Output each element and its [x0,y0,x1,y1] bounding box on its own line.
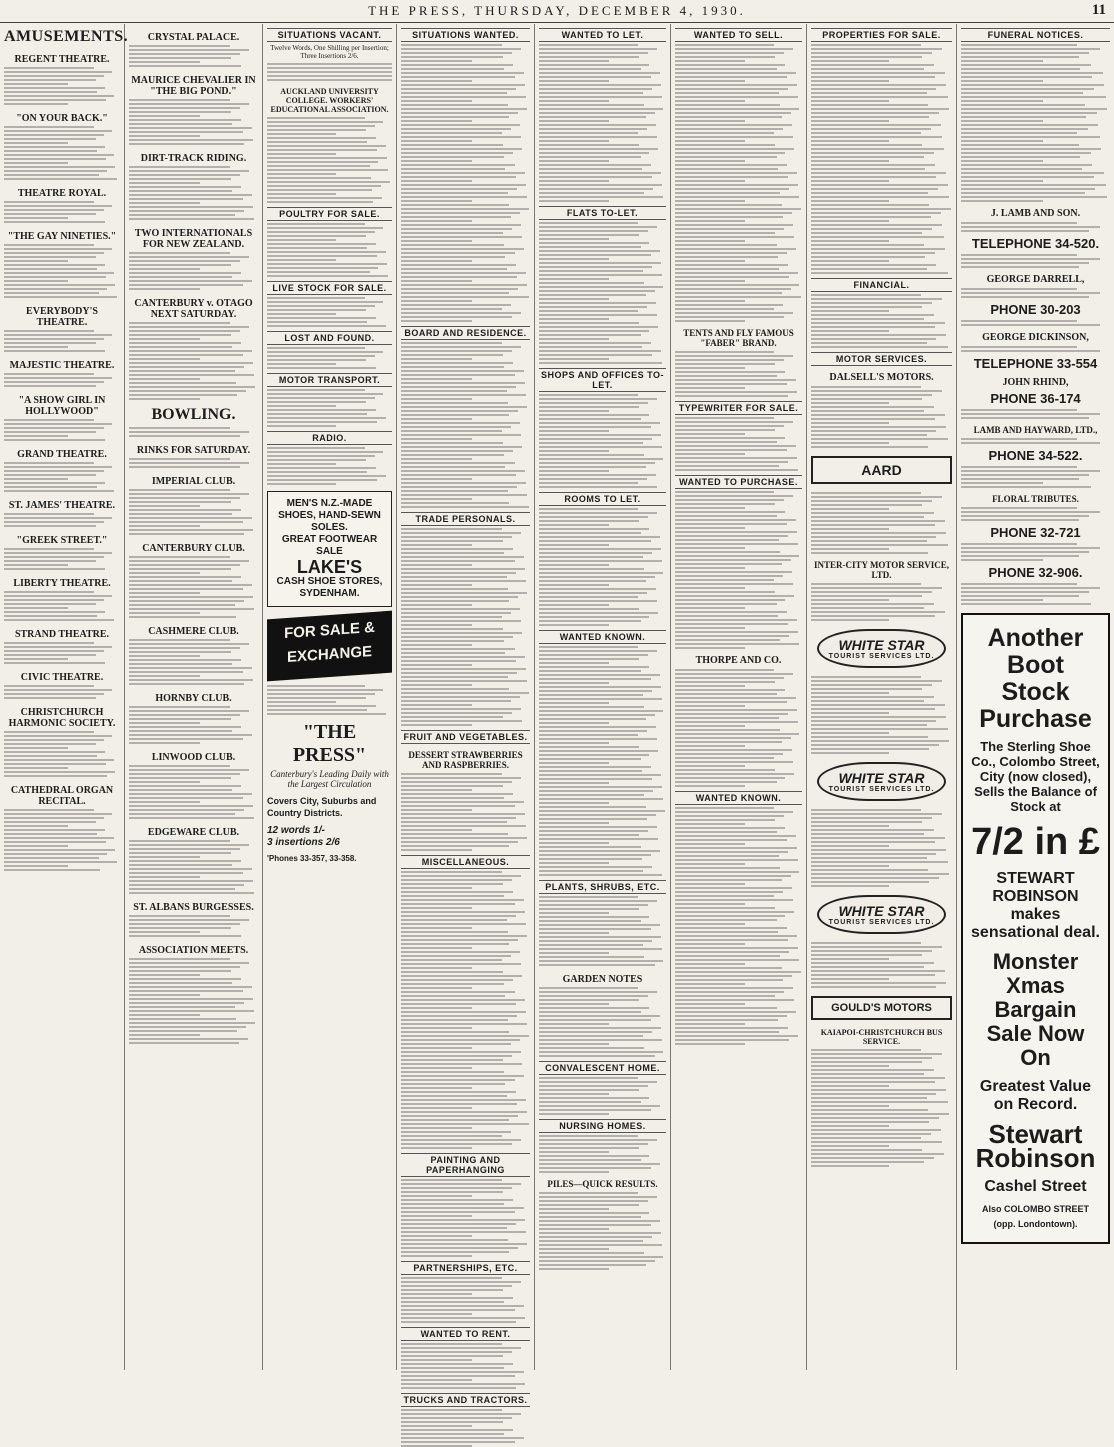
text-block [539,222,666,364]
section-header: MOTOR TRANSPORT. [267,373,392,387]
situations-vacant-header: SITUATIONS VACANT. [267,28,392,42]
boot-ad-subhead: The Sterling Shoe Co., Colombo Street, City (now closed), Sells the Balance of Stock at [971,739,1100,814]
column-to-let [535,24,671,1370]
section-header: WANTED KNOWN. [539,630,666,644]
col3-body [267,117,392,865]
text-block [267,347,392,369]
press-title: "THE PRESS" [292,721,367,766]
article-heading: CASHMERE CLUB. [148,626,239,637]
tourist-services-label: TOURIST SERVICES LTD. [828,786,935,793]
section-header: PARTNERSHIPS, ETC. [401,1261,530,1275]
white-star-logo-3 [817,895,946,934]
text-block [811,583,952,621]
section-header: FINANCIAL. [811,278,952,292]
text-block [267,117,392,203]
text-block [4,809,120,871]
text-block [961,320,1110,326]
text-block [961,507,1110,521]
text-block [129,458,258,468]
article-heading: IMPERIAL CLUB. [151,476,236,487]
text-block [811,809,952,887]
funeral-phone: PHONE 36-174 [990,391,1081,406]
press-ad [267,721,392,865]
text-block [4,244,120,298]
college-heading: AUCKLAND UNIVERSITY COLLEGE. WORKERS' EDUCATIONAL ASSOCIATION. [270,87,389,114]
text-block [267,223,392,277]
text-block [811,1049,952,1167]
white-star-label: WHITE STAR [838,770,925,786]
text-block [539,1192,666,1270]
text-block [4,419,120,441]
section-header: TYPEWRITER FOR SALE. [675,401,802,415]
text-block [401,1343,530,1389]
tourist-services-label: TOURIST SERVICES LTD. [828,653,935,660]
text-block [4,685,120,699]
text-block [267,389,392,427]
section-header: WANTED TO RENT. [401,1327,530,1341]
boot-ad-store: Stewart Robinson [975,1119,1096,1173]
boot-ad-headline: Another Boot Stock Purchase [979,624,1092,733]
article-heading: EDGEWARE CLUB. [147,827,240,838]
column-funeral-notices [957,24,1114,1370]
funeral-firm: GEORGE DICKINSON, [982,332,1089,343]
lakes-ad-line: GREAT FOOTWEAR SALE [281,534,378,557]
section-header: SHOPS AND OFFICES TO-LET. [540,370,664,390]
boot-ad-value: Greatest Value on Record. [979,1078,1092,1113]
funeral-phone: TELEPHONE 34-520. [971,236,1100,251]
column-for-sale [671,24,807,1370]
white-star-logo [817,629,946,668]
lakes-shoe-ad [267,491,392,607]
text-block [4,591,120,621]
text-block [961,346,1110,352]
col1-body [4,54,120,871]
white-star-label: WHITE STAR [838,903,925,919]
text-block [811,294,952,348]
col2-body [129,32,258,1044]
section-header: PLANTS, SHRUBS, ETC. [539,880,666,894]
theatre-heading: EVERYBODY'S THEATRE. [26,306,98,328]
section-header: WANTED TO PURCHASE. [675,475,802,489]
funeral-firm: LAMB AND HAYWARD, LTD., [973,425,1098,435]
text-block [961,466,1110,488]
goulds-motors-box: GOULD'S MOTORS [811,996,952,1020]
piles-heading: PILES—QUICK RESULTS. [547,1179,658,1189]
rates-note: Twelve Words, One Shilling per Insertion; Three Insertions 2/6. [270,44,389,60]
thorpe-heading: THORPE AND CO. [695,655,782,666]
col5-body [539,28,666,1270]
masthead-title: THE PRESS, THURSDAY, DECEMBER 4, 1930. [368,3,746,18]
text-block [961,409,1110,419]
text-block [129,489,258,535]
article-heading: HORNBY CLUB. [155,693,232,704]
text-block [675,669,802,787]
text-block [539,508,666,626]
section-header: CONVALESCENT HOME. [539,1061,666,1075]
theatre-heading: LIBERTY THEATRE. [13,578,111,589]
section-header: MISCELLANEOUS. [401,855,530,869]
text-block [675,807,802,1045]
theatre-heading: "A SHOW GIRL IN HOLLYWOOD" [18,395,106,417]
text-block [267,447,392,485]
section-header: BOARD AND RESIDENCE. [401,326,530,340]
text-block [401,1409,530,1447]
column-amusements [0,24,129,1370]
aard-box: AARD [811,456,952,484]
white-star-label: WHITE STAR [838,637,925,653]
funeral-firm: FLORAL TRIBUTES. [992,494,1079,504]
theatre-heading: "ON YOUR BACK." [16,113,108,124]
text-block [267,297,392,327]
page-number: 11 [1091,2,1106,18]
faber-heading: TENTS AND FLY FAMOUS "FABER" BRAND. [683,328,794,348]
text-block [401,1179,530,1257]
section-header: TRUCKS AND TRACTORS. [401,1393,530,1407]
col6-body [675,28,802,1045]
press-tagline: Canterbury's Leading Daily with the Largest Circulation [270,769,389,789]
text-block [129,915,258,937]
text-block [129,322,258,400]
article-heading: LINWOOD CLUB. [151,752,236,763]
text-block [401,528,530,726]
text-block [4,642,120,664]
funeral-phone: PHONE 30-203 [990,302,1081,317]
col4-body [401,28,530,1447]
section-header: PROPERTIES FOR SALE. [811,28,952,42]
theatre-heading: REGENT THEATRE. [14,54,110,65]
boot-ad-price: 7/2 in £ [971,821,1100,863]
article-heading: CANTERBURY v. OTAGO NEXT SATURDAY. [134,298,253,320]
text-block [811,386,952,448]
text-block [401,871,530,1149]
boot-stock-ad [961,613,1110,1244]
funeral-phone: PHONE 32-906. [988,565,1083,580]
section-header: FRUIT AND VEGETABLES. [401,730,530,744]
section-header: TRADE PERSONALS. [401,512,530,526]
masthead [0,0,1114,23]
section-header: NURSING HOMES. [539,1119,666,1133]
text-block [4,201,120,223]
boot-ad-also: Also COLOMBO STREET (opp. Londontown). [981,1204,1089,1229]
theatre-heading: THEATRE ROYAL. [17,188,107,199]
text-block [675,351,802,397]
section-header: GARDEN NOTES [562,974,643,985]
text-block [267,63,392,81]
text-block [129,706,258,744]
text-block [961,543,1110,561]
text-block [129,166,258,220]
funeral-phone: PHONE 32-721 [990,525,1081,540]
text-block [4,373,120,387]
theatre-heading: MAJESTIC THEATRE. [9,360,115,371]
theatre-heading: ST. JAMES' THEATRE. [8,500,116,511]
kaiapoi-heading: KAIAPOI-CHRISTCHURCH BUS SERVICE. [820,1028,943,1046]
dalsell-heading: DALSELL'S MOTORS. [829,372,934,383]
text-block [401,773,530,851]
section-header: RADIO. [267,431,392,445]
text-block [675,44,802,322]
text-block [4,462,120,492]
text-block [4,67,120,105]
press-rate-insertions: 3 insertions 2/6 [267,837,340,848]
column-situations-vacant [263,24,397,1370]
text-block [129,840,258,894]
text-block [961,438,1110,444]
strawberries-heading: DESSERT STRAWBERRIES AND RASPBERRIES. [408,750,523,770]
for-sale-exchange-banner: FOR SALE & EXCHANGE [267,611,392,682]
text-block [961,254,1110,268]
text-block [4,731,120,777]
theatre-heading: CATHEDRAL ORGAN RECITAL. [10,785,114,807]
boot-ad-sale: Monster Xmas Bargain Sale Now On [986,949,1085,1070]
tourist-services-label: TOURIST SERVICES LTD. [828,919,935,926]
text-block [811,676,952,754]
white-star-logo-2 [817,762,946,801]
press-phones: 'Phones 33-357, 33-358. [267,854,357,863]
press-covers: Covers City, Suburbs and Country Districts. [267,796,377,818]
text-block [811,44,952,274]
text-block [539,44,666,202]
text-block [4,330,120,352]
text-block [675,491,802,649]
funeral-firm: JOHN RHIND, [1002,377,1069,388]
text-block [129,639,258,685]
lakes-ad-line: LAKE'S [296,557,363,577]
text-block [811,492,952,554]
text-block [539,896,666,966]
text-block [129,427,258,437]
section-header: WANTED TO LET. [539,28,666,42]
theatre-heading: "GREEK STREET." [16,535,108,546]
text-block [4,548,120,570]
article-heading: ST. ALBANS BURGESSES. [133,902,254,913]
boot-ad-street: Cashel Street [984,1178,1087,1195]
col8-body [961,28,1110,1244]
lakes-ad-line: MEN'S N.Z.-MADE SHOES, HAND-SEWN SOLES. [278,498,381,533]
text-block [539,394,666,488]
text-block [129,99,258,145]
text-block [129,958,258,1044]
intercity-heading: INTER-CITY MOTOR SERVICE, LTD. [814,560,949,580]
theatre-heading: STRAND THEATRE. [14,629,110,640]
text-block [961,222,1110,232]
text-block [539,1135,666,1173]
amusements-header: AMUSEMENTS. [4,28,129,45]
text-block [129,252,258,290]
text-block [401,342,530,508]
article-heading: CANTERBURY CLUB. [142,543,245,554]
article-heading: TWO INTERNATIONALS FOR NEW ZEALAND. [134,228,253,250]
text-block [4,126,120,180]
column-situations-wanted [397,24,535,1405]
section-header: POULTRY FOR SALE. [267,207,392,221]
section-header: WANTED TO SELL. [675,28,802,42]
funeral-phone: TELEPHONE 33-554 [973,356,1098,371]
article-heading: CRYSTAL PALACE. [147,32,240,43]
col7-body [811,28,952,1167]
section-header: LOST AND FOUND. [267,331,392,345]
column-sport [125,24,263,1370]
text-block [129,765,258,819]
text-block [401,1277,530,1323]
article-heading: ASSOCIATION MEETS. [138,945,249,956]
text-block [961,288,1110,298]
article-heading: MAURICE CHEVALIER IN "THE BIG POND." [131,75,256,97]
column-properties [807,24,957,1370]
section-header: FLATS TO-LET. [539,206,666,220]
funeral-firm: J. LAMB AND SON. [990,208,1081,219]
text-block [675,417,802,471]
section-header: MOTOR SERVICES. [811,352,952,366]
text-block [539,987,666,1057]
text-block [961,44,1110,202]
funeral-phone: PHONE 34-522. [988,448,1083,463]
section-header: PAINTING AND PAPERHANGING [401,1153,530,1177]
text-block [539,646,666,876]
section-header: WANTED KNOWN. [675,791,802,805]
lakes-ad-line: CASH SHOE STORES, SYDENHAM. [276,576,383,599]
press-rate-words: 12 words 1/- [267,825,325,836]
text-block [961,583,1110,605]
section-header: LIVE STOCK FOR SALE. [267,281,392,295]
text-block [539,1077,666,1115]
section-header: ROOMS TO LET. [539,492,666,506]
boot-ad-deal: STEWART ROBINSON makes sensational deal. [971,870,1100,941]
text-block [401,44,530,322]
text-block [129,556,258,618]
theatre-heading: GRAND THEATRE. [17,449,107,460]
text-block [267,685,392,715]
theatre-heading: "THE GAY NINETIES." [7,231,117,242]
article-heading: RINKS FOR SATURDAY. [136,445,251,456]
section-header: FUNERAL NOTICES. [961,28,1110,42]
article-heading: DIRT-TRACK RIDING. [140,153,247,164]
text-block [4,513,120,527]
funeral-firm: GEORGE DARRELL, [986,274,1085,285]
text-block [129,45,258,67]
text-block [811,942,952,988]
article-heading: BOWLING. [151,406,236,423]
section-header: SITUATIONS WANTED. [401,28,530,42]
theatre-heading: CIVIC THEATRE. [20,672,104,683]
theatre-heading: CHRISTCHURCH HARMONIC SOCIETY. [8,707,116,729]
